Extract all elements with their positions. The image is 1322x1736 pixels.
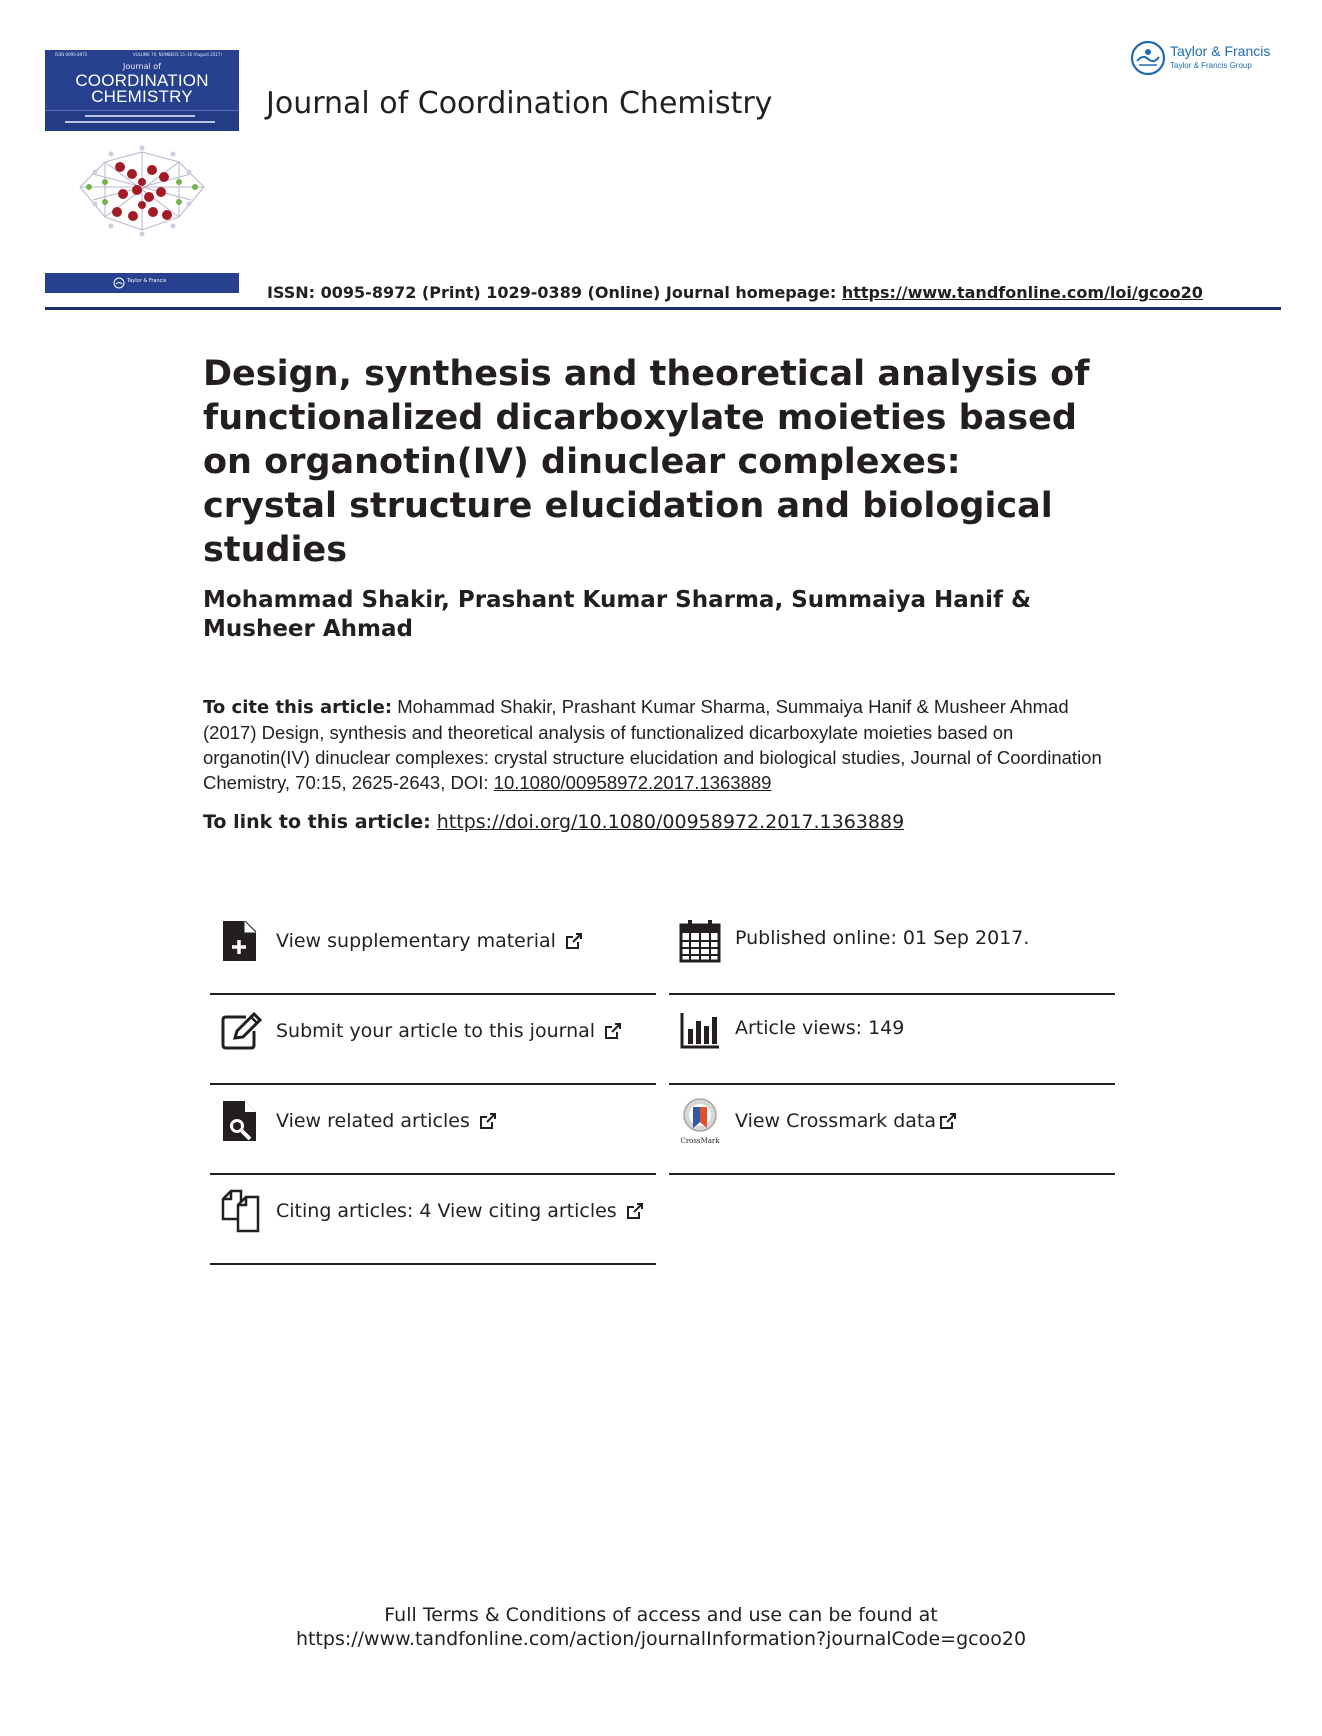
crossmark-label: View Crossmark data [735, 1110, 937, 1132]
external-link-icon [604, 1022, 622, 1040]
article-authors: Mohammad Shakir, Prashant Kumar Sharma, Summaiya Hanif & Musheer Ahmad [203, 587, 1032, 642]
published-online-item [669, 903, 1115, 995]
cover-issn: ISSN 0095-8972 [55, 52, 88, 57]
publisher-logo[interactable] [1130, 40, 1290, 76]
supplementary-label: View supplementary material [276, 930, 556, 952]
cite-text: Mohammad Shakir, Prashant Kumar Sharma, Summaiya Hanif & Musheer Ahmad (2017) Design, synthesis and theoretical analysis of functionalized dicarboxylate moieties based on organotin(IV) dinuclear complexes: crystal structure elucidation and biological studies, Journal of Coordination Chemistry, 70:15, 2625-2643, DOI: [203, 696, 1102, 793]
issn-text: ISSN: 0095-8972 (Print) 1029-0389 (Online) Journal homepage: [267, 283, 842, 302]
citing-label: Citing articles: 4 View citing articles [276, 1200, 617, 1222]
crossmark-icon [679, 1097, 721, 1145]
journal-cover-image [45, 50, 239, 293]
crossmark-item[interactable] [669, 1083, 1115, 1175]
cover-title-line1: COORDINATION [75, 71, 209, 90]
related-articles-item[interactable] [210, 1083, 656, 1175]
link-label: To link to this article: [203, 811, 431, 833]
article-title: Design, synthesis and theoretical analysis of functionalized dicarboxylate moieties based on organotin(IV) dinuclear complexes: crystal structure elucidation and biological studies [203, 354, 1090, 570]
cover-editor-band [45, 110, 239, 131]
copy-documents-icon [220, 1189, 262, 1233]
calendar-icon [679, 919, 721, 963]
terms-footer [0, 1603, 1322, 1651]
external-link-icon [939, 1112, 957, 1130]
edit-icon [220, 1009, 262, 1053]
header-divider [45, 307, 1281, 310]
cover-publisher-band [45, 273, 239, 293]
submit-article-item[interactable] [210, 993, 656, 1085]
published-label: Published online: 01 Sep 2017. [735, 927, 1030, 949]
external-link-icon [626, 1202, 644, 1220]
journal-homepage-link[interactable]: https://www.tandfonline.com/loi/gcoo20 [841, 283, 1203, 302]
citing-articles-item[interactable] [210, 1173, 656, 1265]
bar-chart-icon [679, 1009, 721, 1053]
views-label: Article views: 149 [735, 1017, 905, 1039]
terms-url[interactable]: https://www.tandfonline.com/action/journalInformation?journalCode=gcoo20 [295, 1628, 1027, 1650]
external-link-icon [479, 1112, 497, 1130]
cite-label: To cite this article: [203, 697, 393, 718]
supplementary-material-item[interactable] [210, 903, 656, 995]
crossmark-logo-text: CrossMark [680, 1137, 720, 1145]
citation-block [203, 694, 1123, 795]
issn-line [267, 283, 1203, 302]
cover-tf-logo-icon [113, 277, 125, 289]
article-link-line [203, 811, 904, 833]
article-views-item [669, 993, 1115, 1085]
cover-title-line2: CHEMISTRY [91, 87, 193, 106]
taylor-francis-logo-icon [1130, 40, 1166, 76]
publisher-name: Taylor & Francis [1170, 43, 1271, 59]
cite-doi-link[interactable]: 10.1080/00958972.2017.1363889 [493, 772, 772, 793]
publisher-group: Taylor & Francis Group [1170, 61, 1252, 70]
journal-title: Journal of Coordination Chemistry [266, 86, 773, 121]
file-search-icon [220, 1099, 262, 1143]
external-link-icon [565, 932, 583, 950]
cover-banner [45, 50, 239, 110]
cover-volume: VOLUME 70, NUMBERS 15–16 (August 2017) [133, 52, 222, 57]
cover-journal-of: Journal of [123, 62, 161, 71]
file-plus-icon [220, 919, 262, 963]
terms-line: Full Terms & Conditions of access and use can be found at [384, 1604, 938, 1626]
crystal-structure-illustration [75, 142, 209, 240]
article-doi-link[interactable]: https://doi.org/10.1080/00958972.2017.1363889 [436, 811, 905, 833]
submit-label: Submit your article to this journal [276, 1020, 596, 1042]
cover-publisher: Taylor & Francis [127, 278, 167, 284]
related-label: View related articles [276, 1110, 470, 1132]
